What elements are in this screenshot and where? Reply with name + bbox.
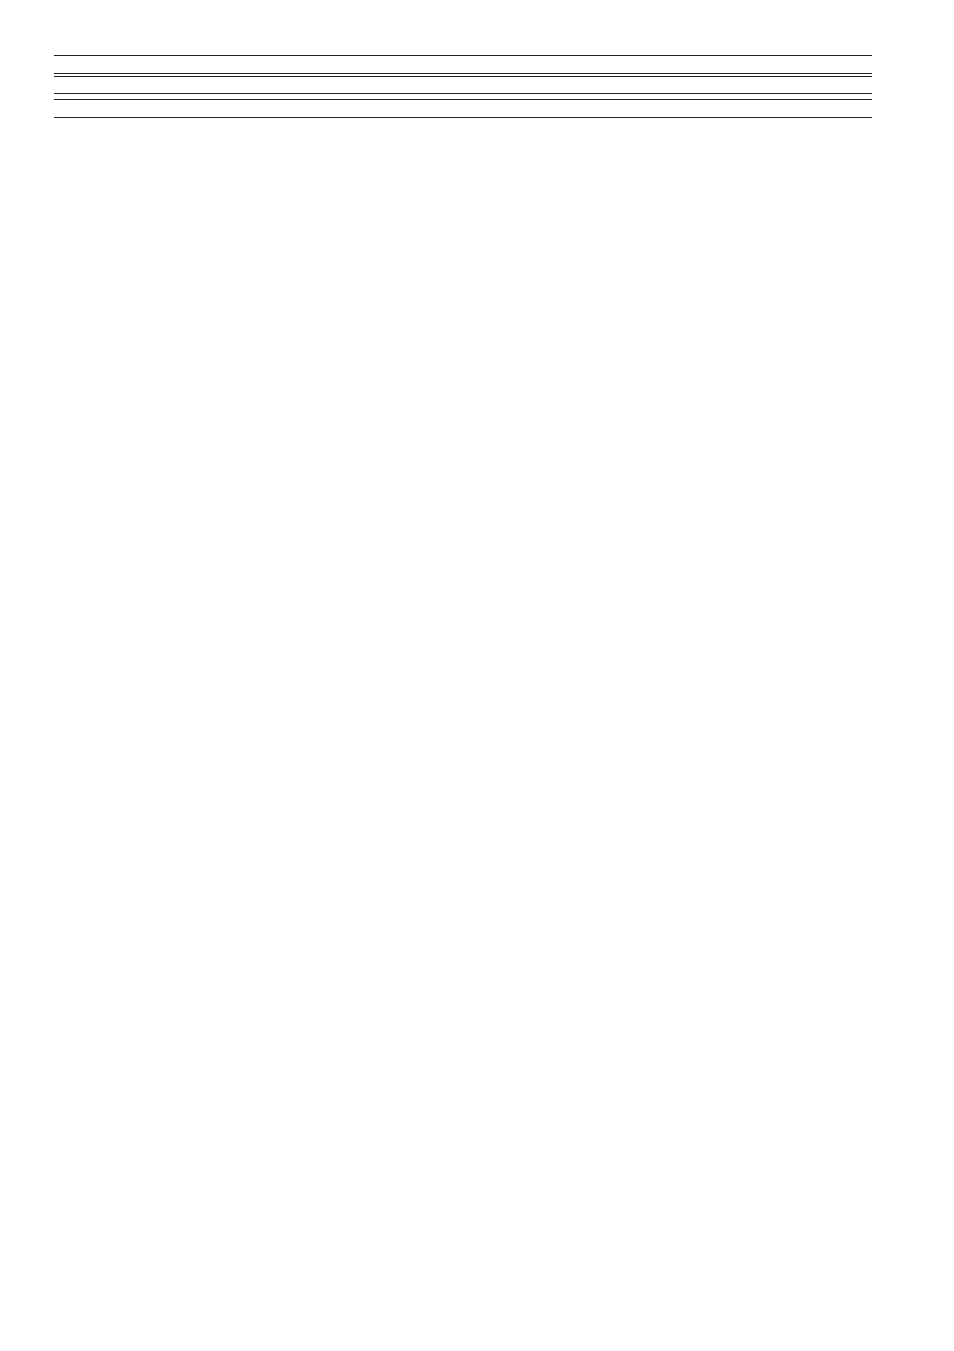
protection-fr [491,56,710,74]
torque-en [272,100,491,118]
torque-value [710,100,872,118]
housing-de [54,76,272,94]
torque-row [54,100,872,118]
protection-en [272,56,491,74]
torque-de [54,100,272,118]
housing-row [54,76,872,94]
protection-row [54,56,872,74]
protection-values [710,56,872,74]
torque-fr [491,100,710,118]
housing-fr [491,76,710,94]
housing-en [272,76,491,94]
technical-data-table [54,55,872,118]
housing-values [710,76,872,94]
protection-de [54,56,272,74]
